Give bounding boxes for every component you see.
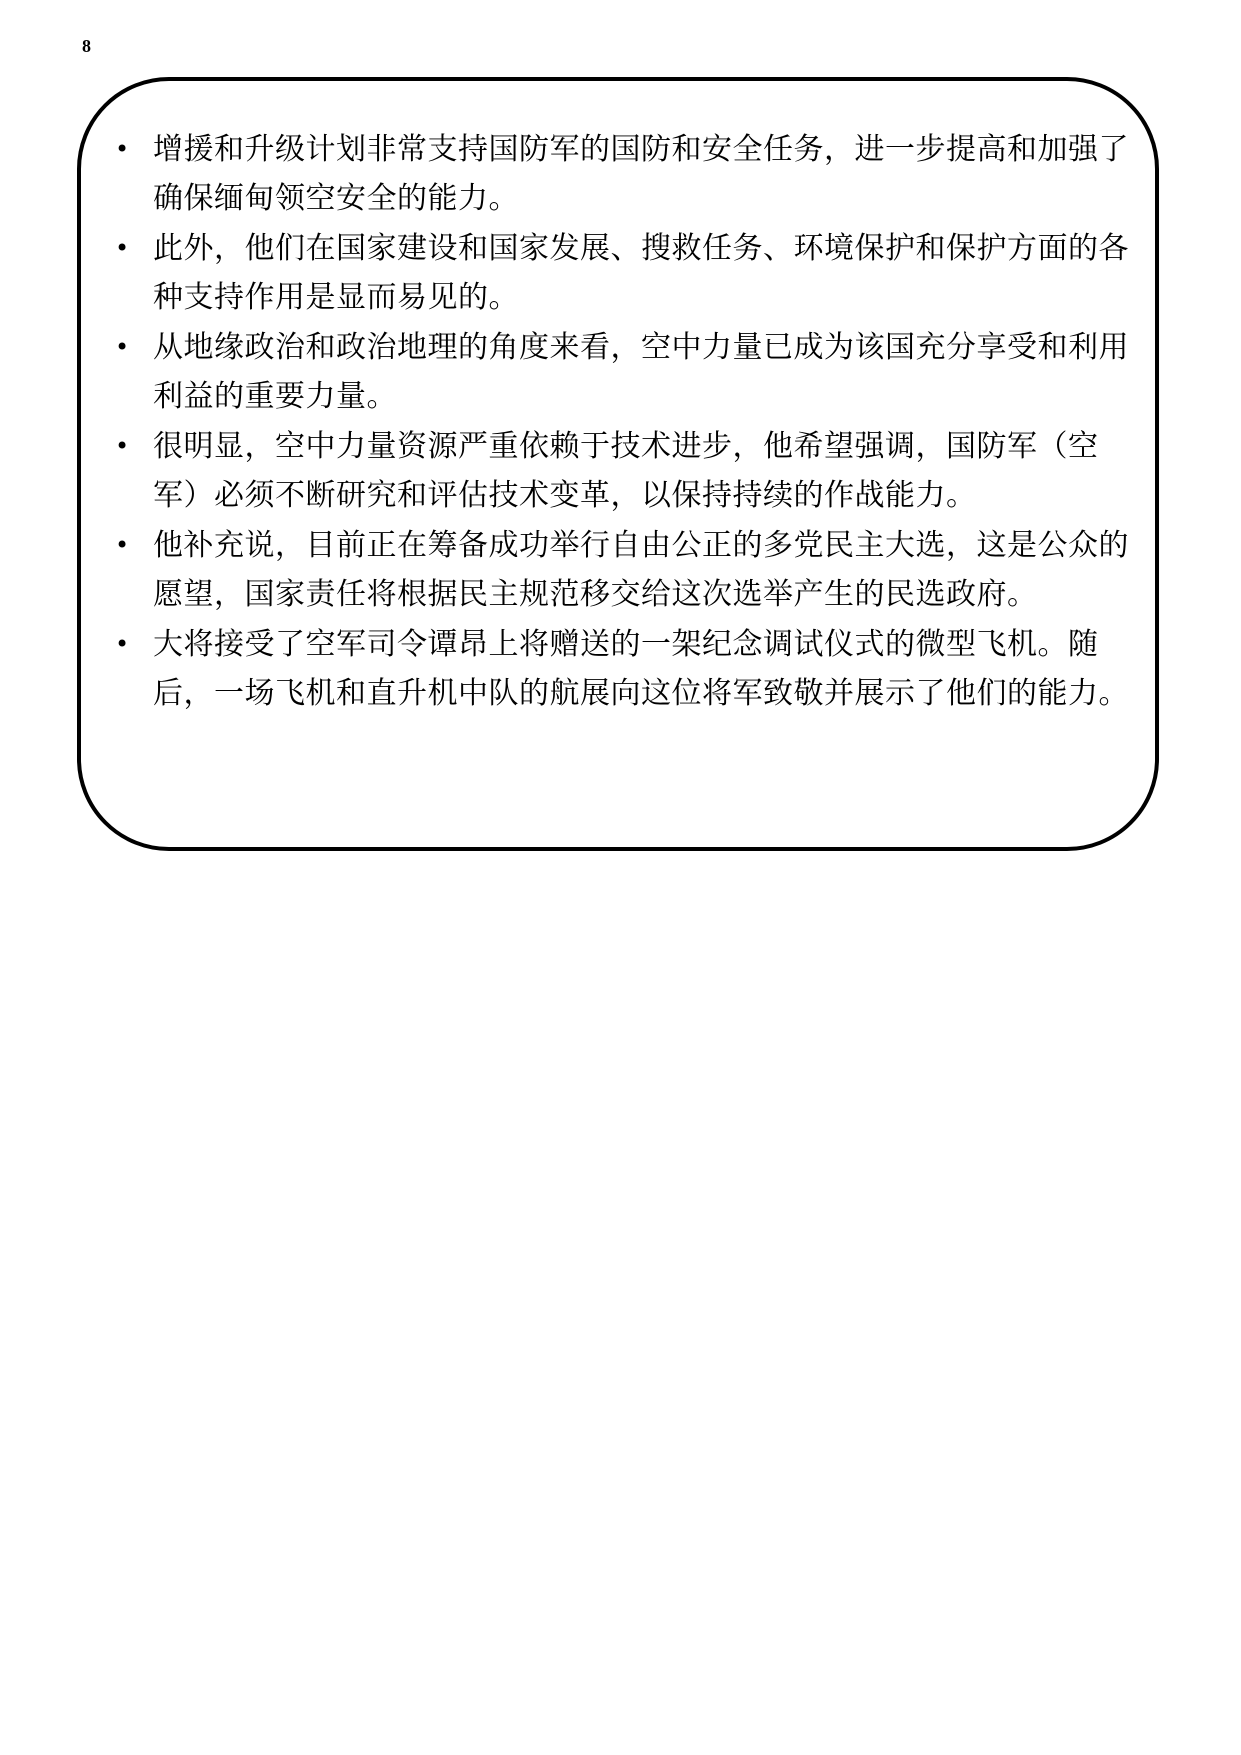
bullet-dot-icon: •: [115, 333, 130, 361]
bullet-dot-icon: •: [115, 630, 130, 658]
list-item: [113, 620, 1133, 718]
list-item: [113, 224, 1133, 322]
bullet-dot-icon: •: [115, 531, 130, 559]
bullet-text: 增援和升级计划非常支持国防军的国防和安全任务，进一步提高和加强了确保缅甸领空安全的能力。: [153, 132, 1129, 216]
list-item: [113, 521, 1133, 619]
bullet-dot-icon: •: [115, 135, 130, 163]
bullet-dot-icon: •: [115, 234, 130, 262]
list-item: [113, 323, 1133, 421]
page-number: 8: [82, 36, 91, 56]
bullet-list: [113, 125, 1133, 719]
bullet-text: 此外，他们在国家建设和国家发展、搜救任务、环境保护和保护方面的各种支持作用是显而易见的。: [153, 231, 1129, 315]
list-item: [113, 422, 1133, 520]
bullet-text: 大将接受了空军司令谭昂上将赠送的一架纪念调试仪式的微型飞机。随后，一场飞机和直升机中队的航展向这位将军致敬并展示了他们的能力。: [153, 627, 1129, 711]
bullet-text: 很明显，空中力量资源严重依赖于技术进步，他希望强调，国防军（空军）必须不断研究和评估技术变革，以保持持续的作战能力。: [153, 429, 1099, 513]
bullet-dot-icon: •: [115, 432, 130, 460]
bullet-text: 从地缘政治和政治地理的角度来看，空中力量已成为该国充分享受和利用利益的重要力量。: [153, 330, 1129, 414]
list-item: [113, 125, 1133, 223]
bullet-text: 他补充说，目前正在筹备成功举行自由公正的多党民主大选，这是公众的愿望，国家责任将根据民主规范移交给这次选举产生的民选政府。: [153, 528, 1129, 612]
